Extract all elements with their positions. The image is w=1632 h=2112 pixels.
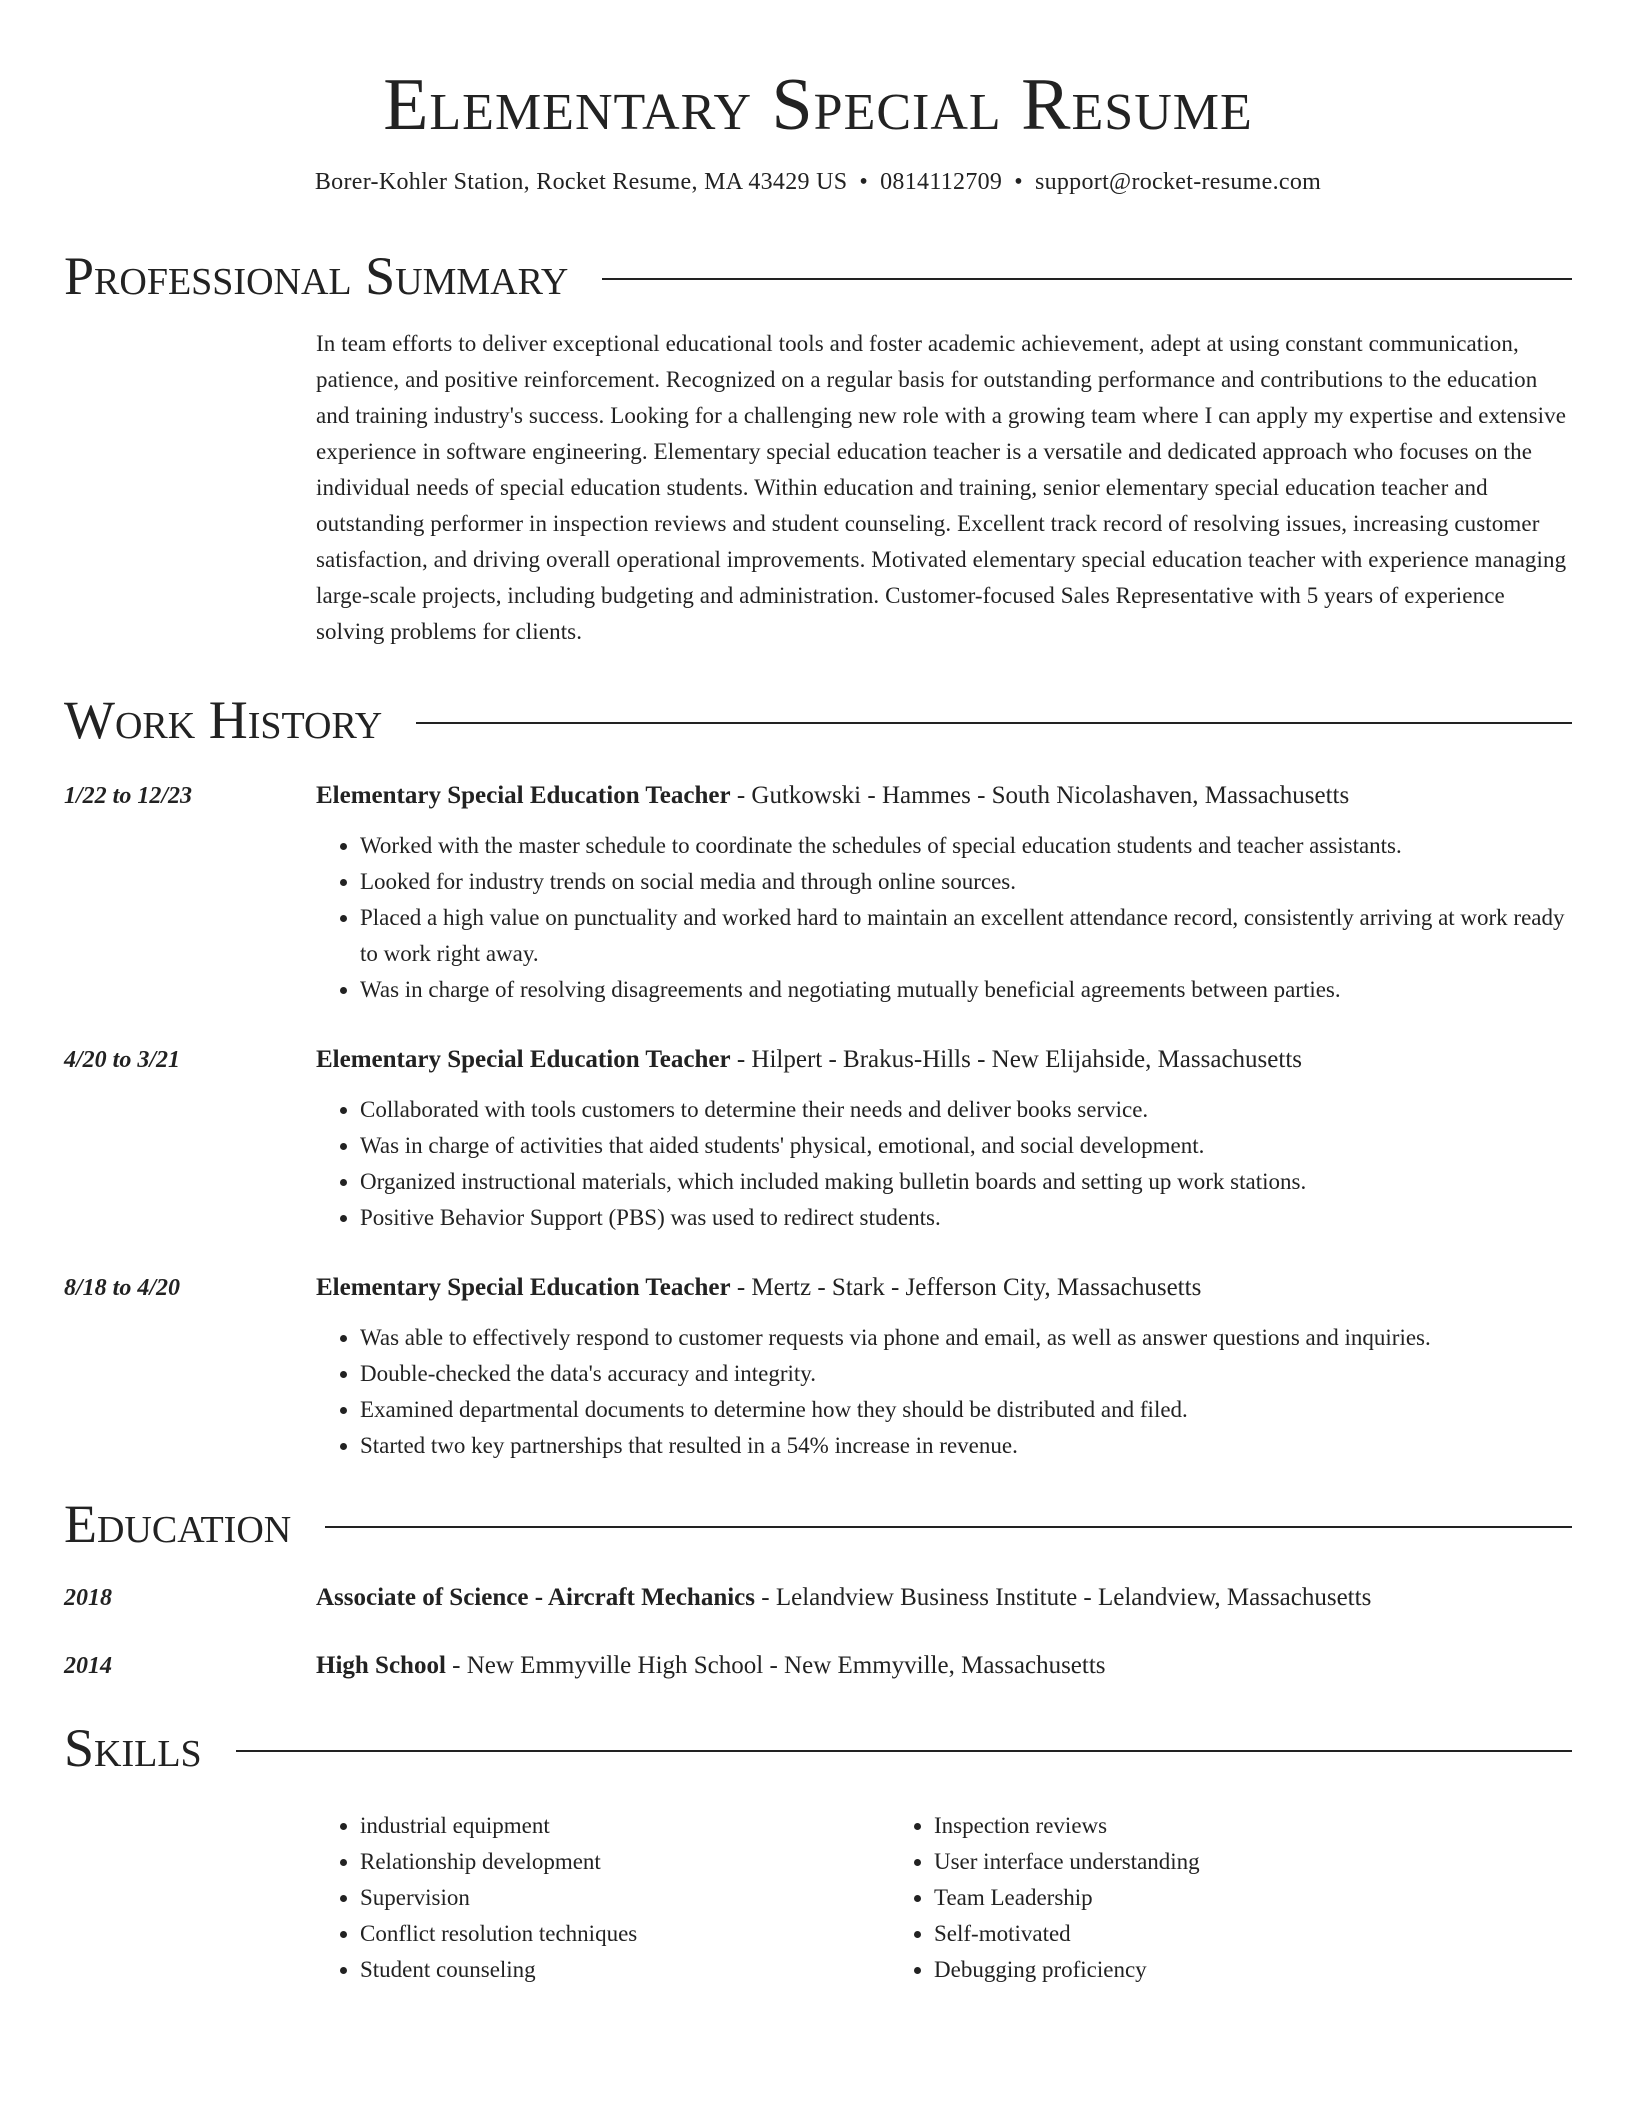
contact-phone: 0814112709 — [880, 169, 1003, 195]
education-entry — [64, 1580, 1572, 1616]
resume-page — [64, 0, 1572, 1988]
job-bullet: • Collaborated with tools customers to determine their needs and deliver books service. — [360, 1092, 1572, 1128]
job-title-line — [316, 1270, 1572, 1306]
skill-item: • Supervision — [360, 1880, 890, 1916]
skill-item: • Relationship development — [360, 1844, 890, 1880]
skill-item: • Team Leadership — [934, 1880, 1464, 1916]
job-body — [316, 1270, 1572, 1464]
section-divider — [602, 278, 1572, 280]
skills-section-header — [64, 1718, 1572, 1778]
job-bullet: • Placed a high value on punctuality and worked hard to maintain an excellent attendance record, consistently arriving at work ready to work right away. — [360, 900, 1572, 972]
summary-text: In team efforts to deliver exceptional educational tools and foster academic achievement, adept at using constant communication, patience, and positive reinforcement. Recognized on a regular basis for outstanding performance and contributions to the education and training industry's success. Looking for a challenging new role with a growing team where I can apply my expertise and extensive experience in software engineering. Elementary special education teacher is a versatile and dedicated approach who focuses on the individual needs of special education students. Within education and training, senior elementary special education teacher and outstanding performer in inspection reviews and student counseling. Excellent track record of resolving issues, increasing customer satisfaction, and driving overall operational improvements. Motivated elementary special education teacher with experience managing large-scale projects, including budgeting and administration. Customer-focused Sales Representative with 5 years of experience solving problems for clients. — [316, 331, 1567, 644]
job-title-line — [316, 778, 1572, 814]
education-line — [316, 1580, 1572, 1616]
contact-separator: • — [859, 169, 869, 195]
skill-item: • Inspection reviews — [934, 1808, 1464, 1844]
job-title: Elementary Special Education Teacher — [316, 1274, 731, 1301]
job-bullet: • Organized instructional materials, which included making bulletin boards and setting up work stations. — [360, 1164, 1572, 1200]
education-line — [316, 1648, 1572, 1684]
job-bullet: • Was in charge of resolving disagreements and negotiating mutually beneficial agreements between parties. — [360, 972, 1572, 1008]
skill-item: • Student counseling — [360, 1952, 890, 1988]
job-details: - Gutkowski - Hammes - South Nicolashaven, Massachusetts — [730, 782, 1350, 809]
job-entry — [64, 778, 1572, 1008]
job-body — [316, 1042, 1572, 1236]
skill-item: • Self-motivated — [934, 1916, 1464, 1952]
skills-heading: Skills — [64, 1718, 202, 1778]
job-bullets — [316, 1320, 1572, 1464]
education-entry — [64, 1648, 1572, 1684]
skill-item: • User interface understanding — [934, 1844, 1464, 1880]
education-section-header — [64, 1494, 1572, 1554]
job-title: Elementary Special Education Teacher — [316, 782, 731, 809]
job-dates: 8/18 to 4/20 — [64, 1275, 181, 1301]
contact-line — [64, 166, 1572, 198]
contact-email: support@rocket-resume.com — [1034, 169, 1322, 195]
job-title-line — [316, 1042, 1572, 1078]
job-dates: 4/20 to 3/21 — [64, 1047, 181, 1073]
job-bullet: • Examined departmental documents to determine how they should be distributed and filed. — [360, 1392, 1572, 1428]
education-degree: Associate of Science - Aircraft Mechanics — [316, 1584, 755, 1611]
job-body — [316, 778, 1572, 1008]
job-bullet: • Was in charge of activities that aided students' physical, emotional, and social development. — [360, 1128, 1572, 1164]
work-history-list — [64, 778, 1572, 1464]
job-details: - Mertz - Stark - Jefferson City, Massachusetts — [730, 1274, 1202, 1301]
job-dates: 1/22 to 12/23 — [64, 783, 193, 809]
education-year: 2014 — [64, 1653, 112, 1679]
education-degree: High School — [316, 1652, 446, 1679]
contact-address: Borer-Kohler Station, Rocket Resume, MA 43429 US — [314, 169, 848, 195]
job-bullet: • Worked with the master schedule to coordinate the schedules of special education students and teacher assistants. — [360, 828, 1572, 864]
education-heading: Education — [64, 1494, 292, 1554]
job-entry — [64, 1270, 1572, 1464]
job-bullets — [316, 1092, 1572, 1236]
job-bullet: • Looked for industry trends on social media and through online sources. — [360, 864, 1572, 900]
job-bullet: • Was able to effectively respond to customer requests via phone and email, as well as answer questions and inquiries. — [360, 1320, 1572, 1356]
skills-list — [316, 1808, 1572, 1988]
skill-item: • Debugging proficiency — [934, 1952, 1464, 1988]
job-bullet: • Double-checked the data's accuracy and integrity. — [360, 1356, 1572, 1392]
job-entry — [64, 1042, 1572, 1236]
section-divider — [325, 1526, 1572, 1528]
work-heading: Work History — [64, 690, 383, 750]
summary-section-header — [64, 246, 1572, 306]
section-divider — [236, 1750, 1572, 1752]
job-details: - Hilpert - Brakus-Hills - New Elijahside, Massachusetts — [730, 1046, 1302, 1073]
job-bullets — [316, 828, 1572, 1008]
contact-separator: • — [1014, 169, 1023, 195]
section-divider — [416, 722, 1572, 724]
job-title: Elementary Special Education Teacher — [316, 1046, 731, 1073]
skills-column-right — [890, 1808, 1464, 1988]
resume-name: Elementary Special Resume — [383, 64, 1253, 146]
skill-item: • industrial equipment — [360, 1808, 890, 1844]
job-bullet: • Started two key partnerships that resulted in a 54% increase in revenue. — [360, 1428, 1572, 1464]
job-bullet: • Positive Behavior Support (PBS) was used to redirect students. — [360, 1200, 1572, 1236]
skill-item: • Conflict resolution techniques — [360, 1916, 890, 1952]
education-details: - Lelandview Business Institute - Lelandview, Massachusetts — [755, 1584, 1372, 1611]
education-details: - New Emmyville High School - New Emmyville, Massachusetts — [445, 1652, 1106, 1679]
work-section-header — [64, 690, 1572, 750]
education-year: 2018 — [64, 1585, 112, 1611]
skills-column-left — [316, 1808, 890, 1988]
summary-heading: Professional Summary — [64, 246, 569, 306]
